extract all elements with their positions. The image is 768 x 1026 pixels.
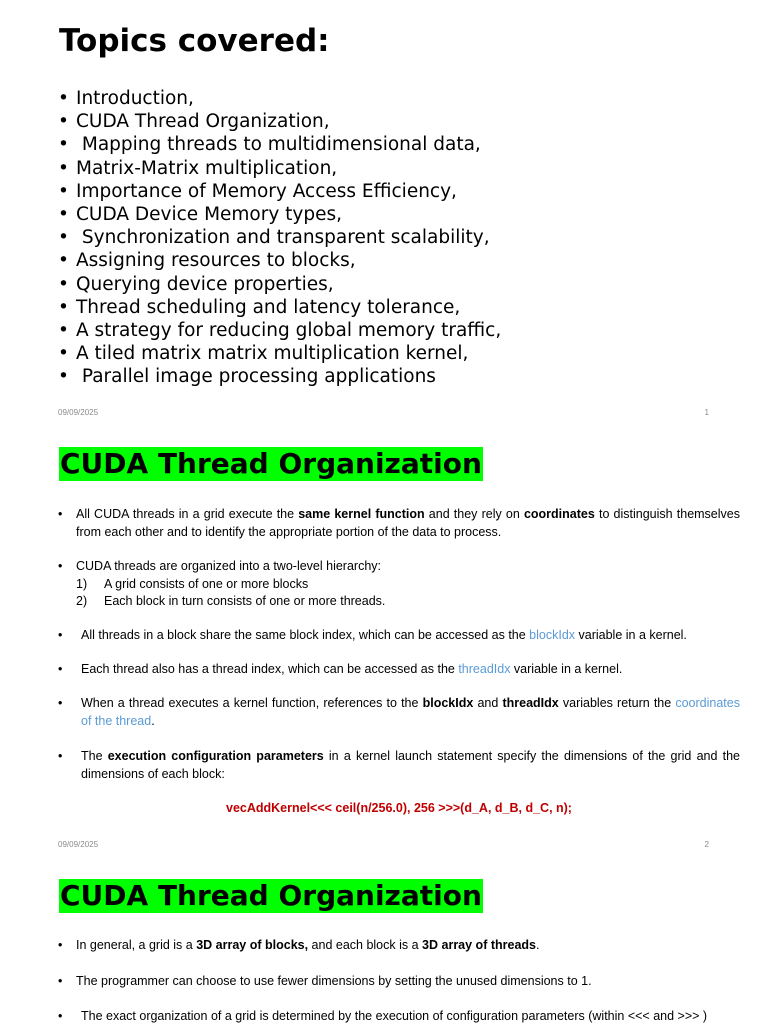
paragraph-hierarchy: • CUDA threads are organized into a two-level hierarchy: 1) A grid consists of one or more blocks 2) Each block in turn consists of one or more threads. (58, 558, 740, 611)
list-item: • CUDA Device Memory types, (58, 204, 343, 226)
list-item: • Synchronization and transparent scalability, (58, 227, 490, 249)
paragraph-threadidx: • Each thread also has a thread index, which can be accessed as the threadIdx variable in a kernel. (58, 662, 623, 676)
slide-2 (0, 432, 768, 864)
paragraph-blockidx: • All threads in a block share the same block index, which can be accessed as the blockIdx variable in a kernel. (58, 628, 687, 642)
slide-3 (0, 864, 768, 1024)
list-item: • Importance of Memory Access Efficiency, (58, 180, 457, 202)
paragraph-grid-organization: • The exact organization of a grid is determined by the execution of configuration parameters (within <<< and >>> ) (58, 1009, 708, 1023)
list-item: • CUDA Thread Organization, (58, 111, 330, 133)
list-item: • Querying device properties, (58, 273, 334, 295)
list-item: • Introduction, (58, 88, 194, 109)
list-item: • Thread scheduling and latency tolerance, (58, 296, 461, 318)
paragraph-kernel-function: • All CUDA threads in a grid execute the same kernel function and they rely on coordinates to distinguish themselves from each other and to identify the appropriate portion of the data to process. (58, 507, 740, 539)
page-number: 1 (704, 408, 709, 417)
list-item: • Matrix-Matrix multiplication, (58, 157, 338, 179)
paragraph-exec-config: • The execution configuration parameters in a kernel launch statement specify the dimensions of the grid and the dimensions of each block: (58, 749, 740, 781)
paragraph-3d-array: • In general, a grid is a 3D array of blocks, and each block is a 3D array of threads. (58, 938, 540, 952)
list-item: • A tiled matrix matrix multiplication kernel, (58, 343, 469, 365)
list-item: • A strategy for reducing global memory traffic, (58, 320, 502, 342)
footer-date: 09/09/2025 (58, 408, 99, 417)
footer-date: 09/09/2025 (58, 840, 99, 849)
list-item: 2) Each block in turn consists of one or more threads. (76, 594, 386, 608)
slide-1 (0, 0, 768, 432)
code-kernel-launch: vecAddKernel<<< ceil(n/256.0), 256 >>>(d_A, d_B, d_C, n); (226, 801, 572, 815)
page-number: 2 (704, 840, 709, 849)
topics-list (58, 87, 501, 389)
paragraph-coordinates: • When a thread executes a kernel function, references to the blockIdx and threadIdx variables return the coordinates of the thread. (58, 696, 740, 728)
paragraph-fewer-dimensions: • The programmer can choose to use fewer dimensions by setting the unused dimensions to 1. (58, 974, 592, 988)
list-item: 1) A grid consists of one or more blocks (76, 576, 309, 591)
list-item: • Parallel image processing applications (58, 366, 436, 388)
list-item: • Assigning resources to blocks, (58, 250, 356, 272)
list-item: • Mapping threads to multidimensional data, (58, 134, 481, 156)
slide-title: CUDA Thread Organization (60, 879, 482, 912)
slide-title: Topics covered: (59, 23, 330, 59)
slide-title: CUDA Thread Organization (60, 447, 482, 480)
